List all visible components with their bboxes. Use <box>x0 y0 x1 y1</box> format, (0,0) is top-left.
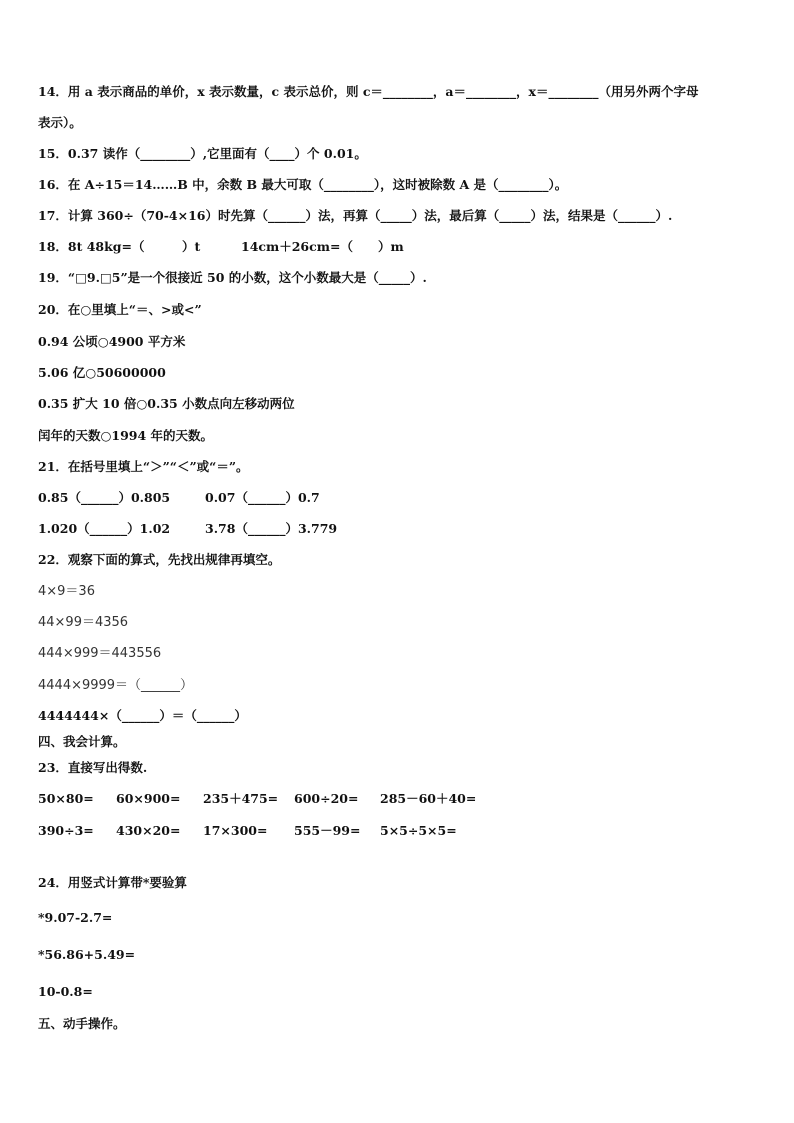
q19: 19．“□9.□5”是一个很接近 50 的小数，这个小数最大是（_____）. <box>38 270 427 285</box>
q23-item: 50×80= <box>38 791 94 806</box>
q15: 15．0.37 读作（________）,它里面有（____）个 0.01。 <box>38 146 367 161</box>
q21-item-2: 0.07（______）0.7 <box>205 490 320 505</box>
q24-title: 24．用竖式计算带*要验算 <box>38 875 187 890</box>
q18-left: 18．8t 48kg=（ ）t <box>38 239 201 254</box>
section-4-heading: 四、我会计算。 <box>38 734 126 749</box>
q21-row2 <box>38 521 738 537</box>
q23-title: 23．直接写出得数. <box>38 760 148 775</box>
q16: 16．在 A÷15＝14……B 中，余数 B 最大可取（________），这时被除数 A 是（________）。 <box>38 177 568 192</box>
q23-row1 <box>38 791 738 807</box>
q22-eq1: 4×9＝36 <box>38 584 95 599</box>
q20-item-4: 闰年的天数○1994 年的天数。 <box>38 428 214 443</box>
q14-line2: 表示）。 <box>38 115 82 130</box>
q23-item: 555－99= <box>294 823 361 838</box>
q21-row1 <box>38 490 738 506</box>
q21-item-4: 3.78（______）3.779 <box>205 521 338 536</box>
q23-item: 17×300= <box>203 823 268 838</box>
q23-item: 390÷3= <box>38 823 94 838</box>
q24-item-3: 10-0.8= <box>38 984 93 999</box>
q22-title: 22．观察下面的算式，先找出规律再填空。 <box>38 552 281 567</box>
q20-item-1: 0.94 公顷○4900 平方米 <box>38 334 186 349</box>
q17: 17．计算 360÷（70-4×16）时先算（______）法，再算（_____）法，最后算（_____）法，结果是（______）. <box>38 208 673 223</box>
q24-item-1: *9.07-2.7= <box>38 910 113 925</box>
q20-title: 20．在○里填上“＝、>或<” <box>38 302 202 317</box>
q23-item: 430×20= <box>116 823 181 838</box>
q24-item-2: *56.86+5.49= <box>38 947 136 962</box>
q18-right: 14cm＋26cm=（ ）m <box>241 239 404 254</box>
q21-item-3: 1.020（______）1.02 <box>38 521 171 536</box>
q21-item-1: 0.85（______）0.805 <box>38 490 171 505</box>
q23-row2 <box>38 823 738 839</box>
q23-item: 600÷20= <box>294 791 359 806</box>
q23-item: 60×900= <box>116 791 181 806</box>
q23-item: 5×5÷5×5= <box>380 823 457 838</box>
q22-eq2: 44×99＝4356 <box>38 615 129 630</box>
q23-item: 285－60＋40= <box>380 791 477 806</box>
q18 <box>38 239 738 255</box>
q22-eq4: 4444×9999＝（______） <box>38 678 194 693</box>
q22-eq3: 444×999＝443556 <box>38 646 162 661</box>
q22-eq5: 4444444×（______）＝（______） <box>38 708 247 723</box>
section-5-heading: 五、动手操作。 <box>38 1016 126 1031</box>
q14-line1: 14．用 a 表示商品的单价，x 表示数量，c 表示总价，则 c＝________，a＝________，x＝________（用另外两个字母 <box>38 84 699 99</box>
q23-item: 235＋475= <box>203 791 279 806</box>
q21-title: 21．在括号里填上“＞”“＜”或“＝”。 <box>38 459 249 474</box>
q20-item-3: 0.35 扩大 10 倍○0.35 小数点向左移动两位 <box>38 396 295 411</box>
q20-item-2: 5.06 亿○50600000 <box>38 365 166 380</box>
